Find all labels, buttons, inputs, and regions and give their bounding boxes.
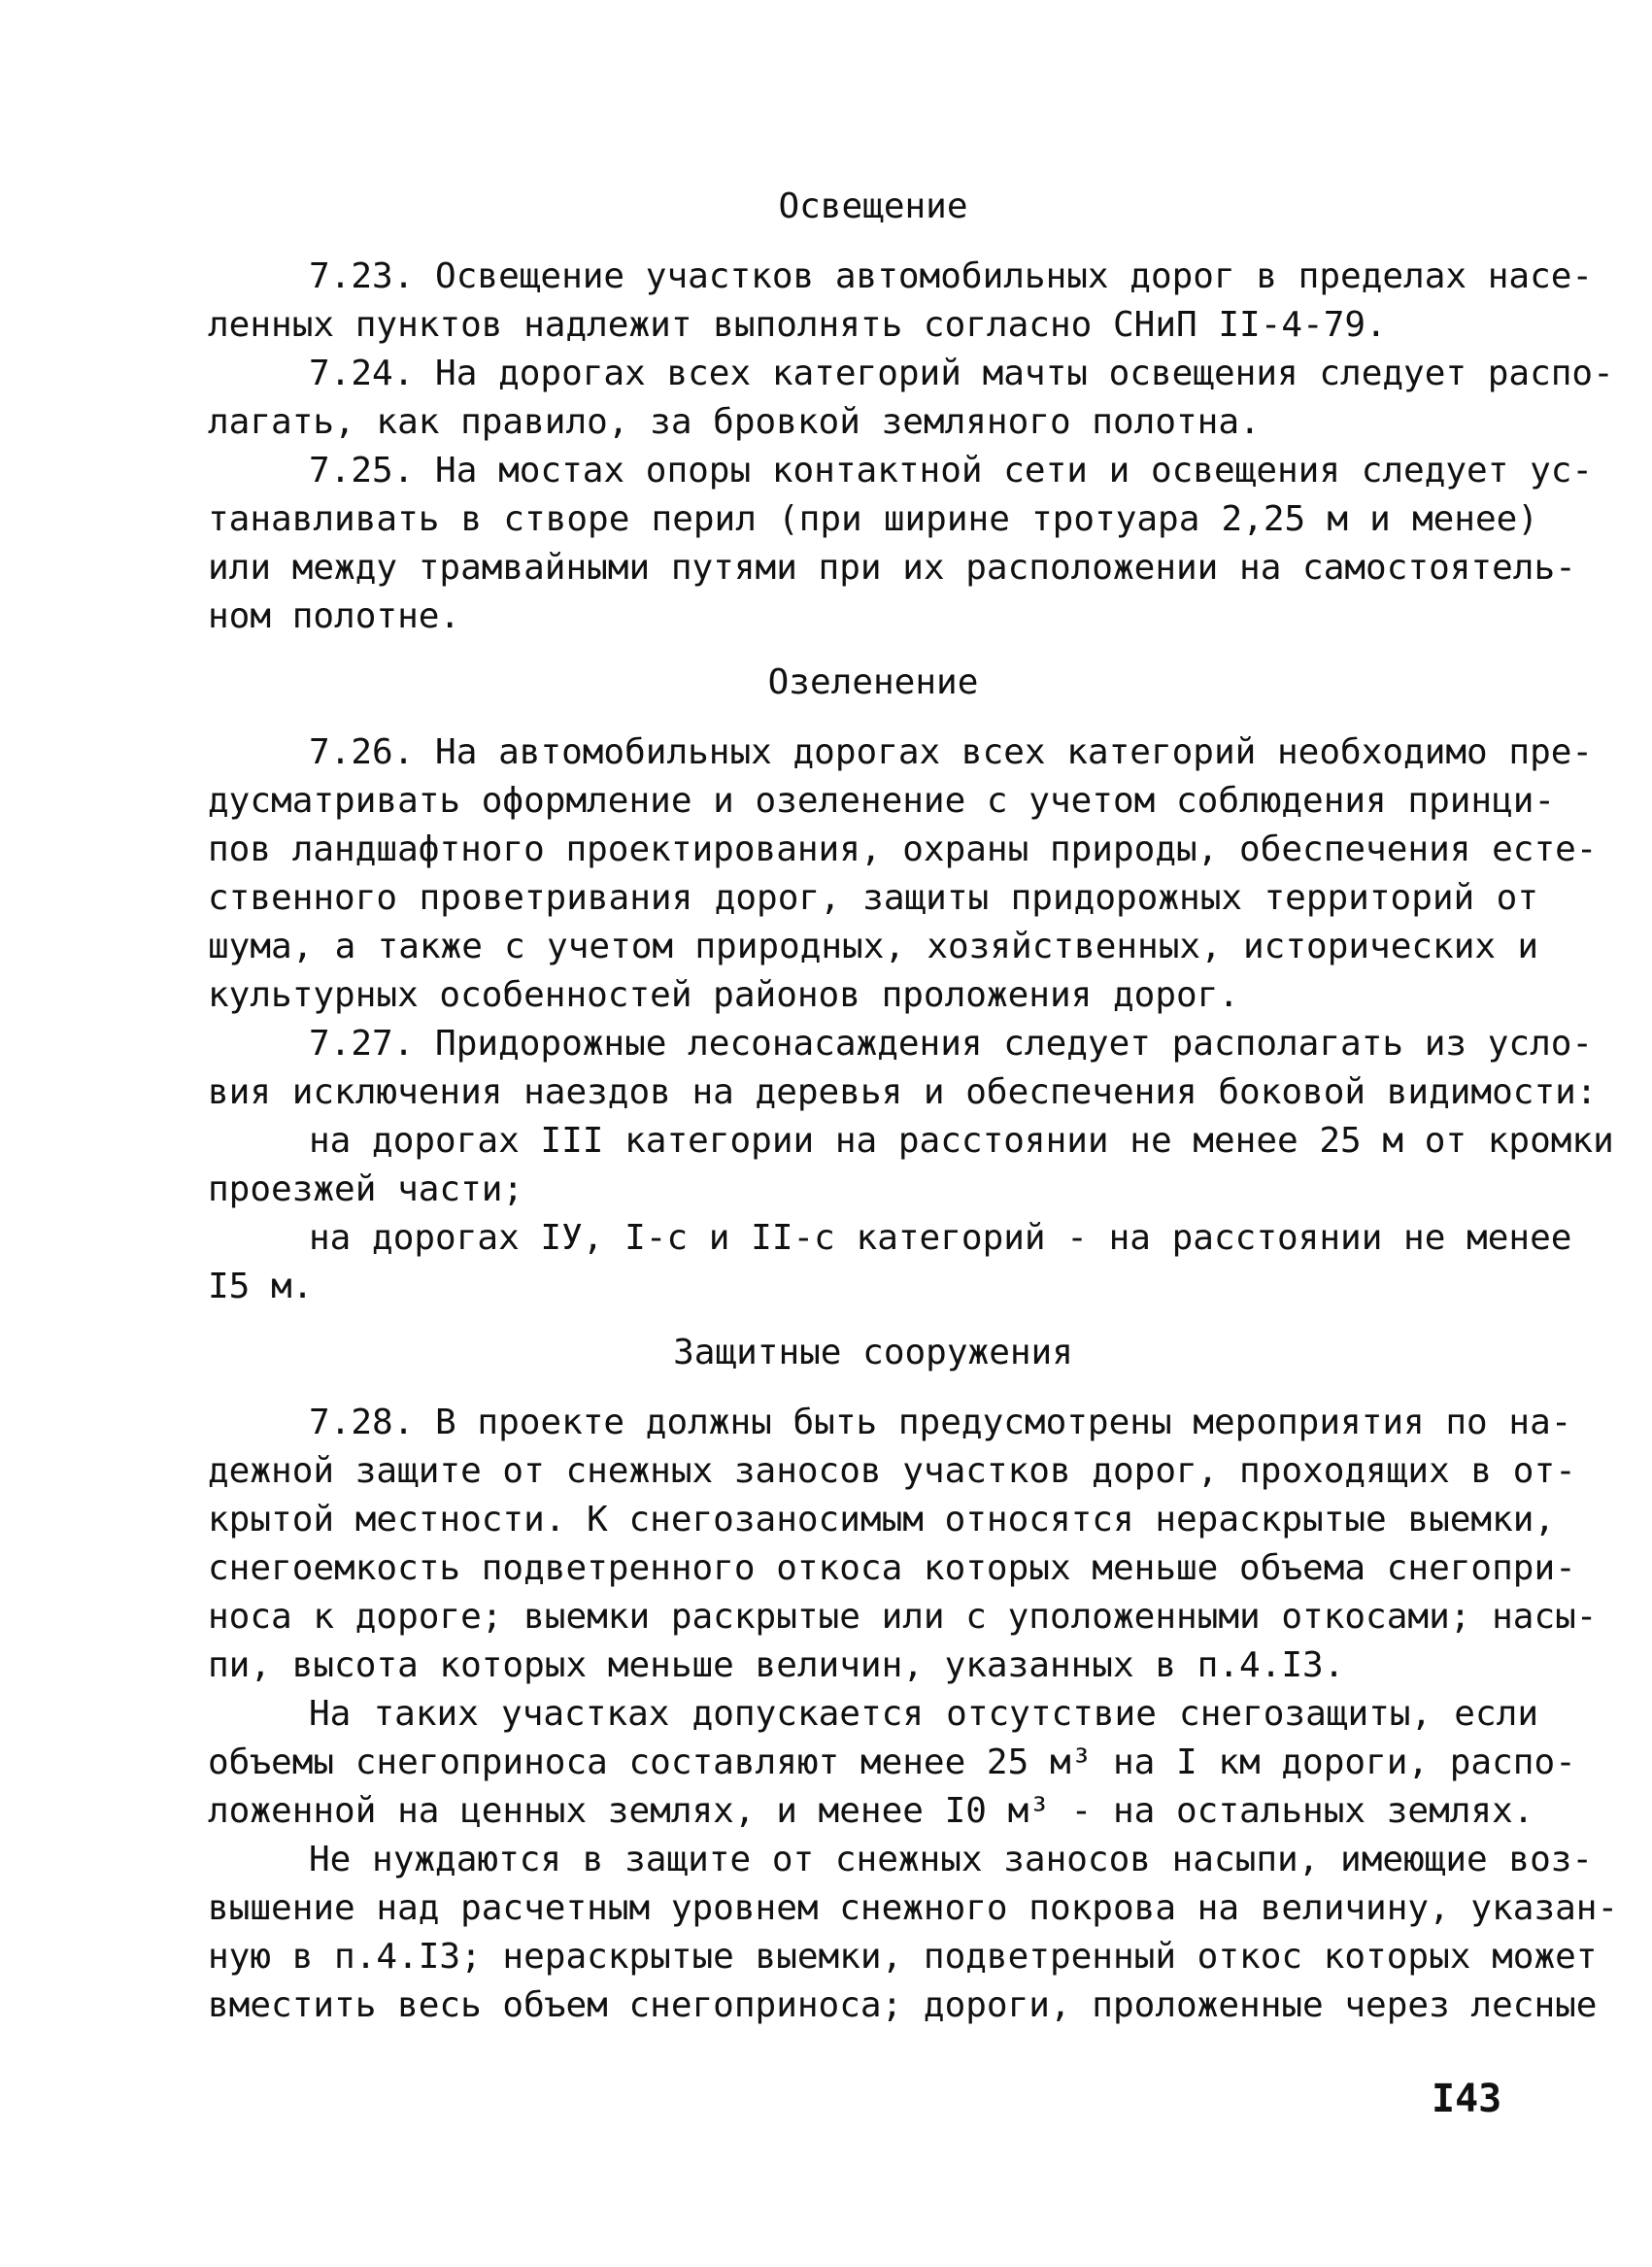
paragraph-line: I5 м.	[208, 1267, 314, 1306]
paragraph-line: шума, а также с учетом природных, хозяйственных, исторических и	[208, 927, 1538, 966]
paragraph-7-23	[208, 253, 1594, 350]
paragraph-line: пи, высота которых меньше величин, указанных в п.4.I3.	[208, 1645, 1345, 1685]
paragraph-7-27	[208, 1020, 1598, 1117]
paragraph-line: вия исключения наездов на деревья и обеспечения боковой видимости:	[208, 1072, 1598, 1112]
paragraph-line: 7.28. В проекте должны быть предусмотрены мероприятия по на-	[309, 1403, 1572, 1442]
paragraph-line: На таких участках допускается отсутствие снегозащиты, если	[309, 1694, 1538, 1734]
paragraph-line: или между трамвайными путями при их расположении на самостоятель-	[208, 548, 1576, 588]
paragraph-7-25	[208, 447, 1594, 641]
paragraph-line: дежной защите от снежных заносов участков дорог, проходящих в от-	[208, 1451, 1576, 1491]
paragraph-line: на дорогах III категории на расстоянии не менее 25 м от кромки	[309, 1121, 1614, 1161]
paragraph-category-3	[208, 1117, 1614, 1214]
paragraph-line: лагать, как правило, за бровкой земляного полотна.	[208, 402, 1261, 442]
spacer	[208, 1311, 1538, 1329]
section-heading-greening: Озеленение	[767, 662, 979, 702]
paragraph-line: 7.24. На дорогах всех категорий мачты освещения следует распо-	[309, 354, 1614, 393]
paragraph-line: вышение над расчетным уровнем снежного покрова на величину, указан-	[208, 1888, 1619, 1928]
paragraph-line: снегоемкость подветренного откоса которых меньше объема снегопри-	[208, 1548, 1576, 1588]
page-number: I43	[1432, 2077, 1502, 2121]
section-heading-protective-structures: Защитные сооружения	[673, 1333, 1073, 1372]
paragraph-7-28	[208, 1399, 1598, 1690]
paragraph-line: 7.23. Освещение участков автомобильных дорог в пределах насе-	[309, 256, 1594, 296]
paragraph-line: носа к дороге; выемки раскрытые или с уположенными откосами; насы-	[208, 1597, 1598, 1637]
paragraph-7-24	[208, 350, 1614, 447]
paragraph-line: ственного проветривания дорог, защиты придорожных территорий от	[208, 878, 1538, 918]
paragraph-snow-protection	[208, 1690, 1576, 1836]
paragraph-line: танавливать в створе перил (при ширине тротуара 2,25 м и менее)	[208, 499, 1538, 539]
paragraph-line: вместить весь объем снегоприноса; дороги, проложенные через лесные	[208, 1985, 1598, 2025]
paragraph-line: 7.27. Придорожные лесонасаждения следует располагать из усло-	[309, 1024, 1594, 1064]
paragraph-line: культурных особенностей районов проложения дорог.	[208, 975, 1240, 1015]
paragraph-line: ленных пунктов надлежит выполнять согласно СНиП II-4-79.	[208, 305, 1387, 345]
page-content	[208, 183, 1619, 2030]
paragraph-line: дусматривать оформление и озеленение с учетом соблюдения принци-	[208, 781, 1556, 821]
paragraph-line: объемы снегоприноса составляют менее 25 м³ на I км дороги, распо-	[208, 1743, 1576, 1782]
paragraph-no-protection-needed	[208, 1836, 1619, 2030]
paragraph-line: ном полотне.	[208, 596, 461, 636]
spacer	[208, 641, 1538, 659]
paragraph-line: проезжей части;	[208, 1169, 524, 1209]
paragraph-line: на дорогах IУ, I-с и II-с категорий - на расстоянии не менее	[309, 1218, 1572, 1258]
paragraph-line: 7.25. На мостах опоры контактной сети и освещения следует ус-	[309, 451, 1594, 491]
paragraph-line: крытой местности. К снегозаносимым относятся нераскрытые выемки,	[208, 1500, 1556, 1540]
paragraph-line: ную в п.4.I3; нераскрытые выемки, подветренный откос которых может	[208, 1937, 1598, 1977]
paragraph-category-4	[208, 1214, 1572, 1311]
paragraph-line: пов ландшафтного проектирования, охраны природы, обеспечения есте-	[208, 829, 1598, 869]
paragraph-line: Не нуждаются в защите от снежных заносов насыпи, имеющие воз-	[309, 1840, 1594, 1879]
section-heading-lighting: Освещение	[778, 186, 968, 226]
paragraph-line: ложенной на ценных землях, и менее I0 м³ - на остальных землях.	[208, 1791, 1534, 1831]
paragraph-line: 7.26. На автомобильных дорогах всех категорий необходимо пре-	[309, 732, 1594, 772]
paragraph-7-26	[208, 728, 1598, 1020]
